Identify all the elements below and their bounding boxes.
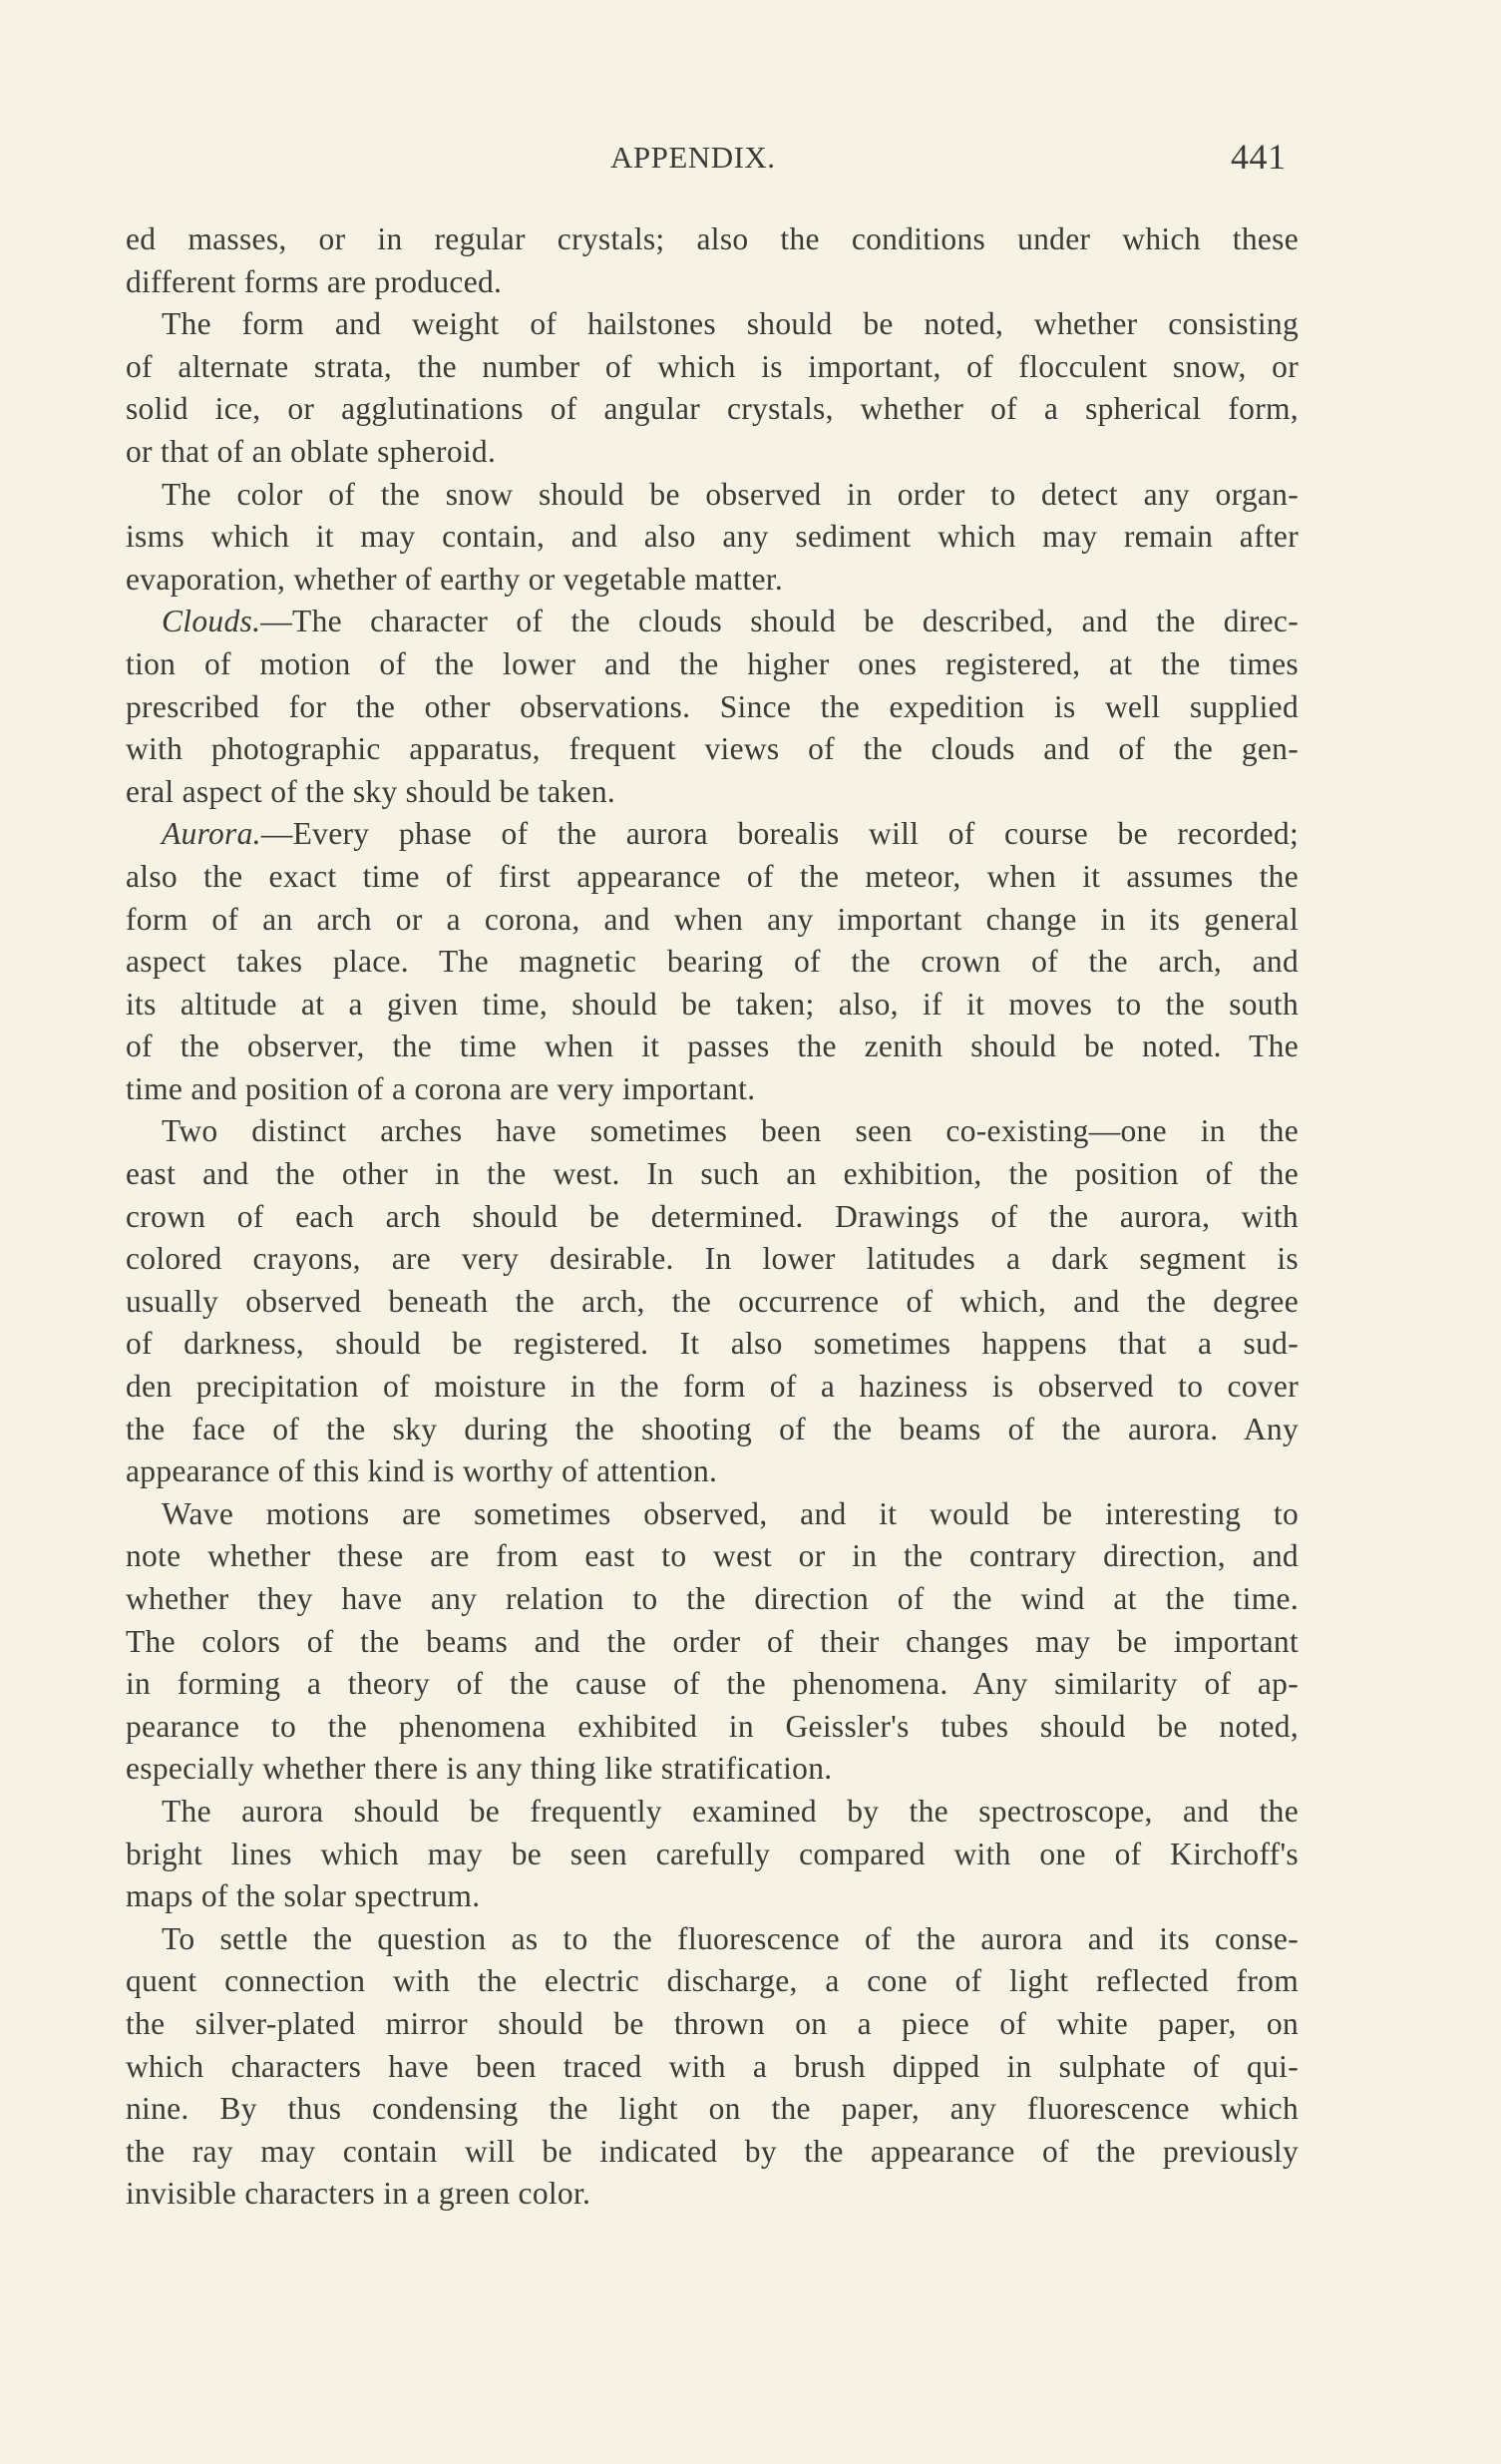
text-line: [126, 2173, 1299, 2216]
text-line: [126, 516, 1299, 559]
text-line: [126, 1196, 1299, 1239]
line-text: or that of an oblate spheroid.: [126, 433, 497, 469]
text-line: [126, 1450, 1299, 1493]
line-text: of alternate strata, the number of which is important, of flocculent snow, or: [126, 348, 1299, 384]
line-text: whether they have any relation to the direction of the wind at the time.: [126, 1581, 1299, 1616]
text-line: [126, 1409, 1299, 1451]
line-text: bright lines which may be seen carefully compared with one of Kirchoff's: [126, 1836, 1299, 1871]
text-line: [126, 1281, 1299, 1324]
text-line: [126, 813, 1299, 856]
text-line: [126, 1323, 1299, 1366]
line-text: solid ice, or agglutinations of angular crystals, whether of a spherical form,: [126, 391, 1299, 427]
line-text: To settle the question as to the fluorescence of the aurora and its conse-: [162, 1920, 1299, 1956]
text-line: [126, 1068, 1299, 1111]
text-line: [126, 899, 1299, 942]
line-text: the silver-plated mirror should be thrown on a piece of white paper, on: [126, 2005, 1299, 2041]
text-line: [126, 1621, 1299, 1664]
line-text: its altitude at a given time, should be taken; also, if it moves to the south: [126, 986, 1299, 1022]
line-text: of darkness, should be registered. It also sometimes happens that a sud-: [126, 1326, 1299, 1362]
line-text: tion of motion of the lower and the higher ones registered, at the times: [126, 645, 1299, 681]
line-text: evaporation, whether of earthy or vegetable matter.: [126, 561, 784, 597]
running-head: APPENDIX.: [610, 140, 776, 175]
text-line: [126, 2046, 1299, 2089]
text-line: [126, 1663, 1299, 1706]
line-text: —Every phase of the aurora borealis will of course be recorded;: [260, 816, 1299, 852]
text-line: [126, 1578, 1299, 1621]
line-text: The colors of the beams and the order of their changes may be important: [126, 1623, 1299, 1659]
line-text: eral aspect of the sky should be taken.: [126, 773, 616, 809]
line-text: colored crayons, are very desirable. In lower latitudes a dark segment is: [126, 1241, 1299, 1277]
text-line: [126, 1875, 1299, 1918]
text-line: [126, 1706, 1299, 1749]
line-text: invisible characters in a green color.: [126, 2176, 591, 2212]
text-line: [126, 1238, 1299, 1281]
line-text: of the observer, the time when it passes the zenith should be noted. The: [126, 1028, 1299, 1064]
text-line: [126, 941, 1299, 984]
line-text: The form and weight of hailstones should be noted, whether consisting: [162, 306, 1299, 342]
section-heading: Clouds.: [162, 604, 261, 639]
line-text: Two distinct arches have sometimes been seen co-existing—one in the: [162, 1113, 1299, 1149]
text-line: [126, 1366, 1299, 1409]
text-line: [126, 856, 1299, 899]
text-line: [126, 1791, 1299, 1834]
line-text: form of an arch or a corona, and when any important change in its general: [126, 901, 1299, 937]
line-text: den precipitation of moisture in the form of a haziness is observed to cover: [126, 1369, 1299, 1405]
text-line: [126, 559, 1299, 602]
text-line: [126, 388, 1299, 431]
text-line: [126, 2003, 1299, 2046]
line-text: different forms are produced.: [126, 263, 503, 299]
text-line: [126, 1960, 1299, 2003]
line-text: note whether these are from east to west or in the contrary direction, and: [126, 1538, 1299, 1574]
line-text: The color of the snow should be observed in order to detect any organ-: [162, 476, 1299, 512]
text-line: [126, 728, 1299, 771]
text-line: [126, 643, 1299, 686]
text-line: [126, 474, 1299, 517]
line-text: prescribed for the other observations. Since the expedition is well supplied: [126, 688, 1299, 724]
text-line: [126, 686, 1299, 729]
text-line: [126, 771, 1299, 814]
line-text: in forming a theory of the cause of the phenomena. Any similarity of ap-: [126, 1666, 1299, 1702]
text-line: [126, 1026, 1299, 1068]
text-line: [126, 261, 1299, 304]
line-text: nine. By thus condensing the light on the paper, any fluorescence which: [126, 2091, 1299, 2127]
line-text: crown of each arch should be determined. Drawings of the aurora, with: [126, 1198, 1299, 1234]
line-text: especially whether there is any thing like stratification.: [126, 1751, 833, 1787]
line-text: east and the other in the west. In such an exhibition, the position of the: [126, 1156, 1299, 1192]
text-line: [126, 1834, 1299, 1876]
line-text: the face of the sky during the shooting of the beams of the aurora. Any: [126, 1411, 1299, 1446]
text-line: [126, 1748, 1299, 1791]
text-line: [126, 1153, 1299, 1196]
line-text: —The character of the clouds should be described, and the direc-: [260, 604, 1299, 639]
text-line: [126, 218, 1299, 261]
line-text: which characters have been traced with a brush dipped in sulphate of qui-: [126, 2048, 1299, 2084]
text-line: [126, 2088, 1299, 2131]
line-text: aspect takes place. The magnetic bearing of the crown of the arch, and: [126, 944, 1299, 980]
line-text: also the exact time of first appearance of the meteor, when it assumes the: [126, 858, 1299, 894]
line-text: usually observed beneath the arch, the occurrence of which, and the degree: [126, 1283, 1299, 1319]
text-line: [126, 601, 1299, 643]
text-line: [126, 2131, 1299, 2174]
text-line: [126, 303, 1299, 346]
line-text: quent connection with the electric discharge, a cone of light reflected from: [126, 1963, 1299, 1999]
line-text: isms which it may contain, and also any sediment which may remain after: [126, 519, 1299, 555]
text-line: [126, 1535, 1299, 1578]
line-text: ed masses, or in regular crystals; also the conditions under which these: [126, 221, 1299, 256]
line-text: maps of the solar spectrum.: [126, 1878, 481, 1914]
page-number: 441: [1231, 137, 1287, 177]
text-line: [126, 431, 1299, 474]
line-text: with photographic apparatus, frequent views of the clouds and of the gen-: [126, 731, 1299, 767]
text-line: [126, 1918, 1299, 1961]
line-text: time and position of a corona are very important.: [126, 1070, 756, 1106]
text-line: [126, 1493, 1299, 1536]
section-heading: Aurora.: [162, 816, 261, 852]
body-text: [126, 218, 1299, 2216]
line-text: the ray may contain will be indicated by the appearance of the previously: [126, 2133, 1299, 2169]
line-text: pearance to the phenomena exhibited in Geissler's tubes should be noted,: [126, 1708, 1299, 1744]
text-line: [126, 346, 1299, 389]
text-line: [126, 1110, 1299, 1153]
line-text: The aurora should be frequently examined by the spectroscope, and the: [162, 1793, 1299, 1829]
line-text: Wave motions are sometimes observed, and it would be interesting to: [162, 1495, 1299, 1531]
text-line: [126, 984, 1299, 1027]
line-text: appearance of this kind is worthy of attention.: [126, 1453, 718, 1489]
